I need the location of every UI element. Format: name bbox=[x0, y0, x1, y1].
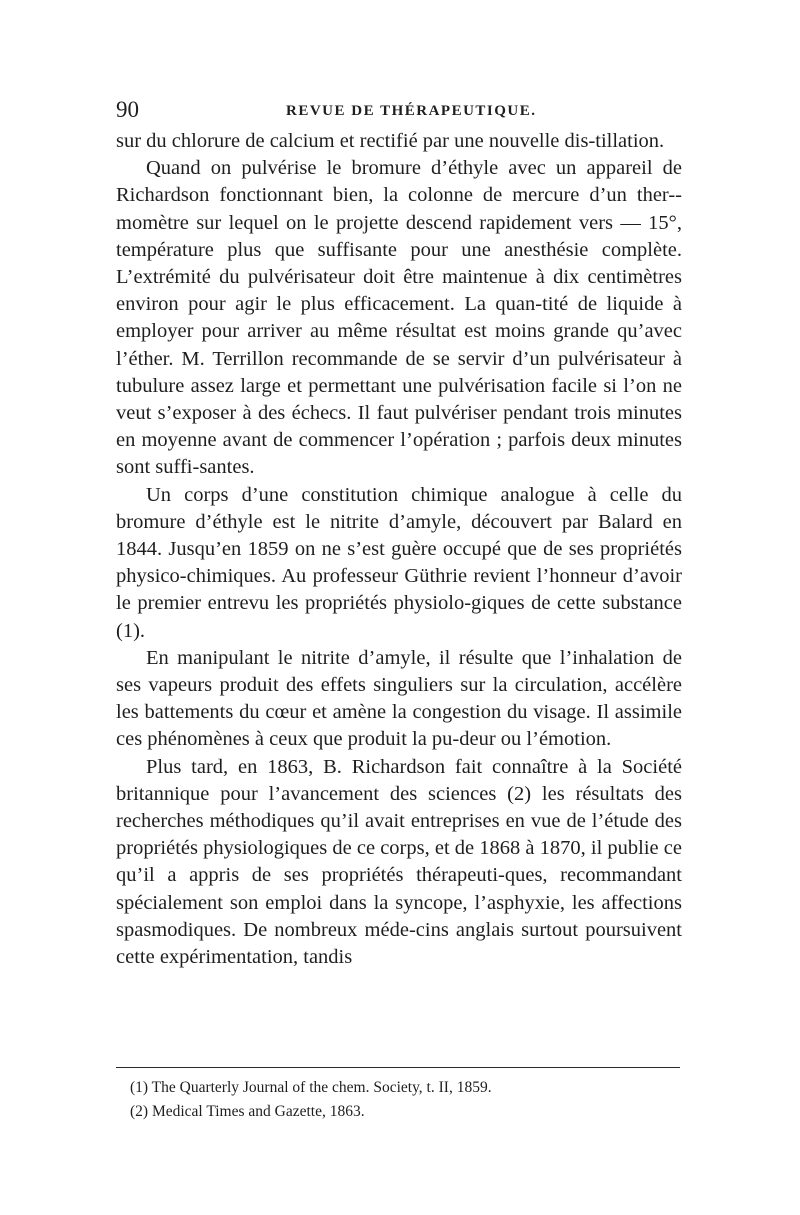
footnote-2: (2) Medical Times and Gazette, 1863. bbox=[130, 1103, 365, 1120]
footnote-divider bbox=[116, 1067, 680, 1068]
page-number: 90 bbox=[116, 97, 139, 122]
paragraph-continuation: sur du chlorure de calcium et rectifié par une nouvelle dis-tillation. bbox=[116, 130, 665, 152]
running-title: REVUE DE THÉRAPEUTIQUE. bbox=[286, 103, 537, 119]
paragraph-amyl-nitrite-history: Un corps d’une constitution chimique analogue à celle du bromure d’éthyle est le nitrite d’amyle, découvert par Balard en 1844. Jusqu’en 1859 on ne s’est guère occupé que de ses propriétés physico-chimiques. Au professeur Güthrie revient l’honneur d’avoir le premier entrevu les propriétés physiolo-giques de cette substance (1). bbox=[116, 483, 682, 642]
footnote-1: (1) The Quarterly Journal of the chem. Society, t. II, 1859. bbox=[130, 1079, 492, 1096]
paragraph-ethyl-bromide-spray: Quand on pulvérise le bromure d’éthyle avec un appareil de Richardson fonctionnant bien, la colonne de mercure d’un ther-momètre sur lequel on le projette descend rapidement vers — 15°, température plus que suffisante pour une anesthésie complète. L’extrémité du pulvérisateur doit être maintenue à dix centimètres environ pour agir le plus efficacement. La quan-tité de liquide à employer pour arriver au même résultat est moins grande qu’avec l’éther. M. Terrillon recommande de se servir d’un pulvérisateur à tubulure assez large et permettant une pulvérisation facile si l’on ne veut s’exposer à des échecs. Il faut pulvériser pendant trois minutes en moyenne avant de commencer l’opération ; parfois deux minutes sont suffi-santes. bbox=[116, 157, 682, 479]
paragraph-richardson-research: Plus tard, en 1863, B. Richardson fait connaître à la Société britannique pour l’avancement des sciences (2) les résultats des recherches méthodiques qu’il avait entreprises en vue de l’étude des propriétés physiologiques de ce corps, et de 1868 à 1870, il publie ce qu’il a appris de ses propriétés thérapeuti-ques, recommandant spécialement son emploi dans la syncope, l’asphyxie, les affections spasmodiques. De nombreux méde-cins anglais surtout poursuivent cette expérimentation, tandis bbox=[116, 755, 682, 969]
footnotes bbox=[130, 1076, 680, 1124]
paragraph-amyl-nitrite-effects: En manipulant le nitrite d’amyle, il résulte que l’inhalation de ses vapeurs produit des effets singuliers sur la circulation, accélère les battements du cœur et amène la congestion du visage. Il assimile ces phénomènes à ceux que produit la pu-deur ou l’émotion. bbox=[116, 646, 682, 751]
running-head bbox=[116, 96, 682, 126]
body-text bbox=[116, 128, 682, 971]
